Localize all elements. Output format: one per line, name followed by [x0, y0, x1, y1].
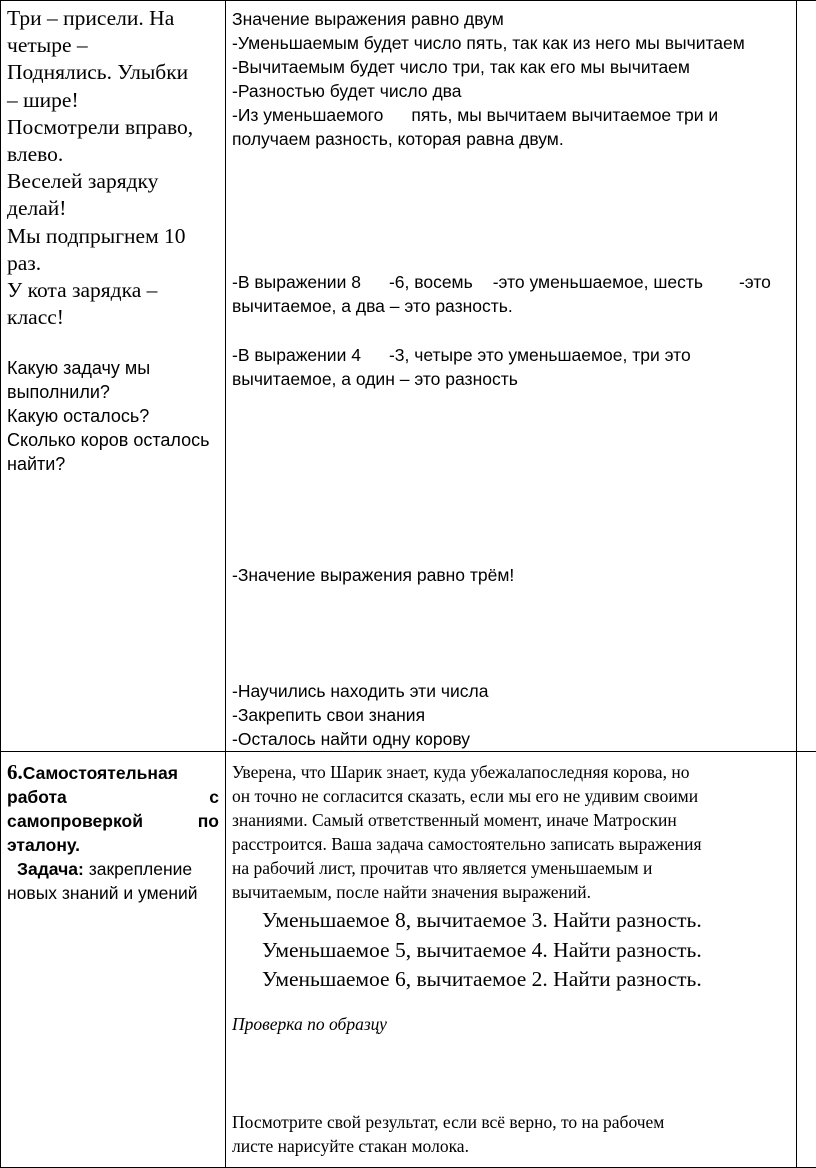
narrow-cell-top — [797, 1, 816, 752]
stage-title-line — [7, 785, 219, 809]
intro-line: он точно не согласится сказать, если мы его не удивим своими — [232, 784, 794, 808]
answer-line: вычитаемое, а один – это разность — [232, 367, 794, 391]
exercise-poem — [7, 5, 221, 331]
poem-line: влево. — [7, 141, 221, 168]
answer-line: -Разностью будет число два — [232, 79, 794, 103]
answer-fragment: -3, четыре это уменьшаемое, три это — [389, 345, 691, 365]
stage-title: с — [209, 785, 219, 809]
answer-line: вычитаемое, а два – это разность. — [232, 294, 794, 318]
stage-heading — [7, 760, 219, 905]
poem-line: раз. — [7, 250, 221, 277]
poem-line: Мы подпрыгнем 10 — [7, 223, 221, 250]
stage-title: самопроверкой — [7, 809, 143, 833]
exercise-item: Уменьшаемое 5, вычитаемое 4. Найти разность. — [262, 936, 702, 966]
left-cell-top — [1, 1, 226, 752]
intro-line: знаниями. Самый ответственный момент, иначе Матроскин — [232, 808, 794, 832]
poem-line: четыре – — [7, 32, 221, 59]
stage-number: 6. — [7, 760, 23, 784]
task-line: новых знаний и умений — [7, 881, 219, 905]
table-row — [1, 752, 816, 1168]
task-intro — [232, 760, 794, 904]
question-line: Какую осталось? — [7, 404, 223, 428]
answer-fragment: -6, восемь — [389, 272, 473, 292]
answer-line: -Уменьшаемым будет число пять, так как из него мы вычитаем — [232, 31, 794, 55]
intro-line: на рабочий лист, прочитав что является уменьшаемым и — [232, 856, 794, 880]
answer-fragment: -Из уменьшаемого — [232, 105, 383, 125]
stage-title: по — [198, 809, 219, 833]
right-cell-bottom — [226, 752, 797, 1168]
question-line: Какую задачу мы — [7, 356, 223, 380]
answer-line: -Научились находить эти числа — [232, 679, 794, 703]
task-label: Задача: — [17, 859, 84, 879]
exercise-item: Уменьшаемое 6, вычитаемое 2. Найти разность. — [262, 965, 702, 995]
exercise-list — [262, 906, 702, 995]
answer-fragment: пять, мы вычитаем вычитаемое три и — [411, 105, 718, 125]
answer-line: получаем разность, которая равна двум. — [232, 127, 794, 151]
poem-line: класс! — [7, 304, 221, 331]
exercise-item: Уменьшаемое 8, вычитаемое 3. Найти разность. — [262, 906, 702, 936]
intro-line: расстроится. Ваша задача самостоятельно записать выражения — [232, 832, 794, 856]
final-line: Посмотрите свой результат, если всё верно, то на рабочем — [232, 1110, 794, 1134]
stage-title-line — [7, 809, 219, 833]
left-cell-bottom — [1, 752, 226, 1168]
answer-line: -Вычитаемым будет число три, так как его мы вычитаем — [232, 55, 794, 79]
narrow-cell-bottom — [797, 752, 816, 1168]
stage-title-line — [7, 760, 219, 785]
final-instruction — [232, 1110, 794, 1158]
poem-line: Поднялись. Улыбки — [7, 59, 221, 86]
answer-line — [232, 343, 794, 367]
answer-block-4 — [232, 563, 794, 587]
question-line: выполнили? — [7, 380, 223, 404]
answer-line: Значение выражения равно двум — [232, 7, 794, 31]
check-by-sample: Проверка по образцу — [232, 1014, 387, 1035]
poem-line: делай! — [7, 195, 221, 222]
poem-line: Три – присели. На — [7, 5, 221, 32]
answer-block-1 — [232, 7, 794, 151]
answer-block-5 — [232, 679, 794, 751]
answer-line: -Осталось найти одну корову — [232, 727, 794, 751]
answer-fragment: -это уменьшаемое, шесть — [493, 272, 703, 292]
answer-line: -Значение выражения равно трём! — [232, 563, 794, 587]
table-row — [1, 1, 816, 752]
stage-title: работа — [7, 785, 67, 809]
answer-line — [232, 270, 794, 294]
poem-line: Веселей зарядку — [7, 168, 221, 195]
answer-fragment: -это — [739, 272, 771, 292]
stage-title-line: эталону. — [7, 833, 219, 857]
answer-fragment: -В выражении 4 — [232, 345, 361, 365]
answer-line — [232, 103, 794, 127]
teacher-questions — [7, 356, 223, 476]
stage-title: Самостоятельная — [23, 763, 178, 783]
final-line: листе нарисуйте стакан молока. — [232, 1134, 794, 1158]
intro-line: вычитаемым, после найти значения выражений. — [232, 880, 794, 904]
poem-line: – шире! — [7, 87, 221, 114]
answer-line: -Закрепить свои знания — [232, 703, 794, 727]
question-line: Сколько коров осталось — [7, 428, 223, 452]
question-line: найти? — [7, 452, 223, 476]
task-text: закрепление — [84, 859, 192, 879]
answer-block-2 — [232, 270, 794, 318]
intro-line: Уверена, что Шарик знает, куда убежалапоследняя корова, но — [232, 760, 794, 784]
poem-line: У кота зарядка – — [7, 277, 221, 304]
right-cell-top — [226, 1, 797, 752]
task-line — [7, 857, 219, 881]
answer-block-3 — [232, 343, 794, 391]
answer-fragment: -В выражении 8 — [232, 272, 361, 292]
poem-line: Посмотрели вправо, — [7, 114, 221, 141]
